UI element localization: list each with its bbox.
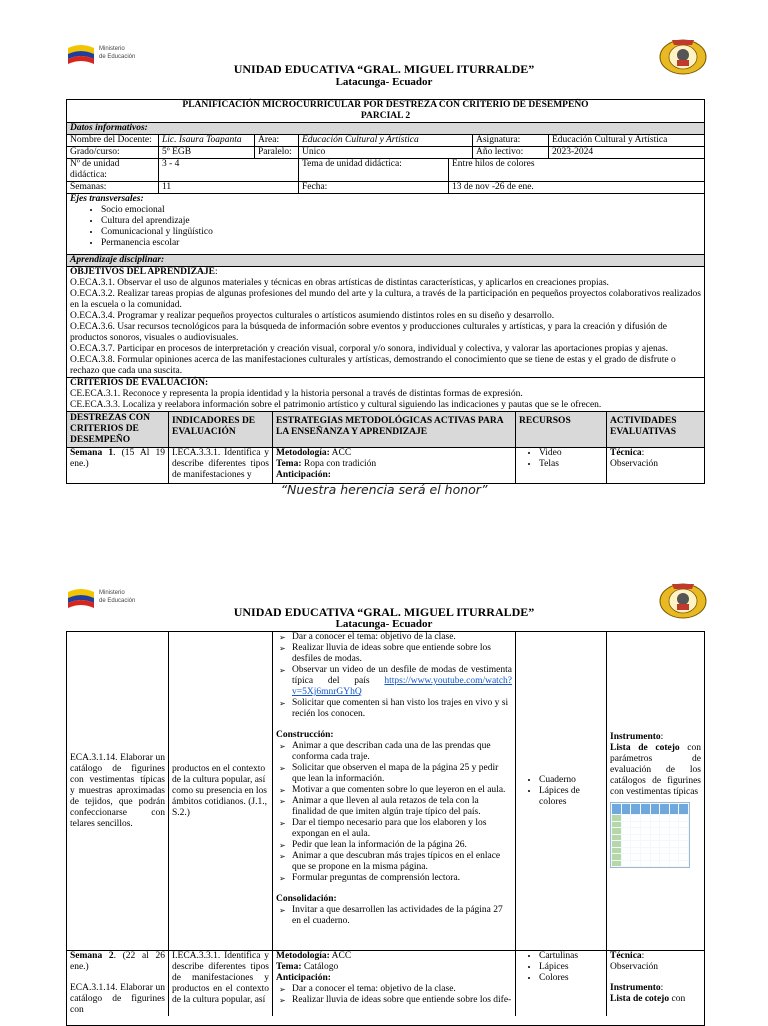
objetivos-label: OBJETIVOS DEL APRENDIZAJE [70,267,215,277]
week1-destreza [67,448,169,483]
list-item: • Comunicacional y lingüístico [101,227,704,238]
list-item: • Cuaderno [539,775,603,786]
list-item: • Video [539,448,603,459]
col-destrezas: DESTREZAS CON CRITERIOS DE DESEMPEÑO [67,412,169,447]
col-actividades: ACTIVIDADES EVALUATIVAS [610,416,677,437]
list-item: • Lápices [539,962,603,973]
col-recursos: RECURSOS [516,412,607,447]
objetivos-colon: : [215,267,218,277]
week-label: Semana 2 [70,951,114,961]
plan-title: PLANIFICACIÓN MICROCURRICULAR POR DESTREZA CON CRITERIO DE DESEMPEÑO [182,100,589,110]
school-city: Latacunga- Ecuador [335,76,433,88]
datos-row [67,123,704,135]
fecha-value: 13 de nov -26 de ene. [452,182,534,192]
p2-actividades [607,632,704,950]
p2-estrategias [273,632,516,950]
list-item: ➢ Animar a que describan cada una de las prendas que conforma cada traje. [292,741,512,763]
plan-subtitle: PARCIAL 2 [360,111,411,121]
lista-rest: con parámetros de evaluación de los catálogos de figurines con vestimentas típicas [610,743,701,797]
list-item: ➢ Pedir que lean la información de la página 26. [292,840,512,851]
week2-destreza [67,951,169,1016]
ejes-label: Ejes transversales: [70,194,144,204]
week-dates: . (22 al 26 ene.) [70,951,165,972]
list-item: ➢ Invitar a que desarrollen las actividades de la página 27 en el cuaderno. [292,905,512,927]
tecnica-colon: : [641,448,645,458]
list-item: ➢ Motivar a que comenten sobre lo que leyeron en el aula. [292,785,512,796]
planning-table-continued [66,631,705,1026]
aprendizaje-label: Aprendizaje disciplinar: [70,255,165,265]
list-item: ➢ Realizar lluvia de ideas sobre que entiende sobre los dife- [292,995,512,1006]
grado-row [67,147,704,159]
list-item: • Cultura del aprendizaje [101,216,704,227]
docente-row [67,135,704,147]
area-value: Educación Cultural y Artística [299,135,473,146]
columns-header-row [67,412,704,448]
unidad-value: 3 - 4 [159,159,299,181]
week2-recursos [516,951,607,1016]
ministry-label-2: de Educación [99,598,136,604]
instrumento-label: Instrumento [610,732,661,742]
paralelo-value: Único [299,147,473,158]
ejes-list [67,205,704,249]
metodologia-value: ACC [329,951,352,961]
tecnica-label: Técnica [610,951,642,961]
fecha-label: Fecha: [299,182,449,193]
school-name: UNIDAD EDUCATIVA “GRAL. MIGUEL ITURRALDE” [233,605,535,619]
datos-label: Datos informativos: [70,123,148,133]
list-item: • Permanencia escolar [101,238,704,249]
school-motto: “Nuestra herencia será el honor” [280,482,488,497]
unidad-label: Nº de unidad didáctica: [67,159,159,181]
col-estrategias: ESTRATEGIAS METODOLÓGICAS ACTIVAS PARA LA ENSEÑANZA Y APRENDIZAJE [273,412,516,447]
tema-value: Ropa con tradición [301,459,377,469]
docente-value: Lic. Isaura Toapanta [159,135,255,146]
tema-value: Catálogo [301,962,339,972]
list-item: ➢ Dar el tiempo necesario para que los elaboren y los expongan en el aula. [292,818,512,840]
asignatura-value: Educación Cultural y Artística [552,135,668,145]
tecnica-colon: : [641,951,645,961]
ministry-label: Ministerio [99,590,125,596]
week1-estrategias [273,448,516,483]
ministry-label: Ministerio [99,46,125,52]
list-item: ➢ Solicitar que comenten si han visto los trajes en vivo y si recién los conocen. [292,698,512,720]
instrumento-colon: : [660,983,664,993]
objetivo-item: O.ECA.3.2. Realizar tareas propias de algunas profesiones del mundo del arte y la cultura, a través de la participación en pequeños proyectos colaborativos realizados en la escuela o la comunidad. [70,289,701,310]
table-row [67,632,704,951]
table-row [67,448,704,483]
tecnica-value: Observación [610,459,659,469]
objetivo-item: O.ECA.3.7. Participar en procesos de interpretación y creación visual, corporal y/o sonora, individual y colectiva, y valorar las aportaciones propias y ajenas. [70,344,669,354]
aprendizaje-row [67,255,704,267]
semanas-row [67,182,704,194]
lista-rest: con [669,994,686,1004]
asignatura-label: Asignatura: [473,135,549,146]
anticipacion-label: Anticipación: [276,470,331,480]
list-item: ➢ Dar a conocer el tema: objetivo de la clase. [292,632,512,643]
docente-label: Nombre del Docente: [67,135,159,146]
ministry-label-2: de Educación [99,54,136,60]
objetivo-item: O.ECA.3.4. Programar y realizar pequeños proyectos culturales o artísticos asumiendo distintos roles en su diseño y desarrollo. [70,311,555,321]
tecnica-value: Observación [610,962,659,972]
list-item: ➢ Realizar lluvia de ideas sobre que entiende sobre los desfiles de modas. [292,643,512,665]
objetivo-item: O.ECA.3.8. Formular opiniones acerca de las manifestaciones culturales y artísticas, demostrando el conocimiento que se tiene de estas y el grado de disfrute o rechazo que cada una suscita. [70,355,676,376]
col-indicadores: INDICADORES DE EVALUACIÓN [169,412,273,447]
objetivos-row [67,267,704,378]
video-link[interactable]: https://www.youtube.com/watch?v=5Xj6mnrGYhQ [292,676,513,697]
lista-label: Lista de cotejo [610,994,670,1004]
school-name: UNIDAD EDUCATIVA “GRAL. MIGUEL ITURRALDE” [233,62,535,76]
metodologia-label: Metodología: [276,951,330,961]
tecnica-label: Técnica [610,448,642,458]
list-item [292,665,512,698]
ejes-row [67,194,704,255]
unidad-row [67,159,704,182]
criterio-item: CE.ECA.3.1. Reconoce y representa la propia identidad y la historia personal a través de distintas formas de expresión. [70,389,523,399]
tema-unidad-value: Entre hilos de colores [452,159,535,169]
week2-destreza-text: ECA.3.1.14. Elaborar un catálogo de figurines con [70,983,165,1015]
list-item: ➢ Formular preguntas de comprensión lectora. [292,873,512,884]
week1-actividades [607,448,704,483]
criterio-item: CE.ECA.3.3. Localiza y reelabora información sobre el patrimonio artístico y cultural siguiendo las indicaciones y pautas que se le ofrecen. [70,400,602,410]
plan-title-row [67,100,704,123]
list-item: ➢ Animar a que lleven al aula retazos de tela con la finalidad de que imiten algún traje típico del país. [292,796,512,818]
list-item: ➢ Dar a conocer el tema: objetivo de la clase. [292,984,512,995]
criterios-row [67,378,704,412]
week2-actividades [607,951,704,1016]
criterios-label: CRITERIOS DE EVALUACIÓN: [70,378,209,388]
planning-table [66,99,705,484]
objetivo-item: O.ECA.3.1. Observar el uso de algunos materiales y técnicas en obras artísticas de distintas características, y aplicarlos en creaciones propias. [70,278,609,288]
lista-label: Lista de cotejo [610,743,680,753]
week1-recursos [516,448,607,483]
list-item: ➢ Solicitar que observen el mapa de la página 25 y pedir que lean la información. [292,763,512,785]
grado-label: Grado/curso: [67,147,159,158]
week2-indicador: I.ECA.3.3.1. Identifica y describe diferentes tipos de manifestaciones y productos en el contexto de la cultura popular, así [169,951,273,1016]
anio-value: 2023-2024 [552,147,594,157]
list-item: • Cartulinas [539,951,603,962]
metodologia-value: ACC [329,448,352,458]
p2-recursos [516,632,607,950]
tema-label: Tema: [276,962,302,972]
semanas-label: Semanas: [67,182,159,193]
area-label: Área: [255,135,299,146]
week-dates: . (15 Al 19 ene.) [70,448,166,469]
list-item: • Telas [539,459,603,470]
list-item: • Lápices de colores [539,786,603,808]
table-row [67,951,704,1016]
tema-label: Tema: [276,459,302,469]
school-city: Latacunga- Ecuador [335,618,433,630]
metodologia-label: Metodología: [276,448,330,458]
week1-indicador: I.ECA.3.3.1. Identifica y describe diferentes tipos de manifestaciones y [169,448,273,483]
list-item: • Socio emocional [101,205,704,216]
p2-destreza: ECA.3.1.14. Elaborar un catálogo de figurines con vestimentas típicas y muestras aproximadas de tejidos, que podrán confeccionarse con telares sencillos. [67,632,169,950]
week-label: Semana 1 [70,448,114,458]
checklist-thumbnail [610,802,690,868]
consolidacion-label: Consolidación: [276,894,337,904]
grado-value: 5º EGB [159,147,255,158]
list-item: • Colores [539,973,603,984]
construccion-label: Construcción: [276,730,334,740]
week2-estrategias [273,951,516,1016]
objetivo-item: O.ECA.3.6. Usar recursos tecnológicos para la búsqueda de información sobre eventos y producciones culturales y artísticas, y para la creación y difusión de productos sonoros, visuales o audiovisuales. [70,322,667,343]
instrumento-colon: : [660,732,664,742]
anticipacion-label: Anticipación: [276,973,331,983]
paralelo-label: Paralelo: [255,147,299,158]
video-text: Observar un video de un desfile de modas de vestimenta típica del país [292,665,512,686]
instrumento-label: Instrumento [610,983,661,993]
semanas-value: 11 [159,182,299,193]
document-page-2 [0,575,768,1024]
p2-indicador: productos en el contexto de la cultura popular, así como su presencia en los ámbitos cotidianos. (J.1., S.2.) [169,632,273,950]
tema-unidad-label: Tema de unidad didáctica: [299,159,449,181]
anio-label: Año lectivo: [473,147,549,158]
list-item: ➢ Animar a que descubran más trajes típicos en el enlace que se propone en la misma página. [292,851,512,873]
